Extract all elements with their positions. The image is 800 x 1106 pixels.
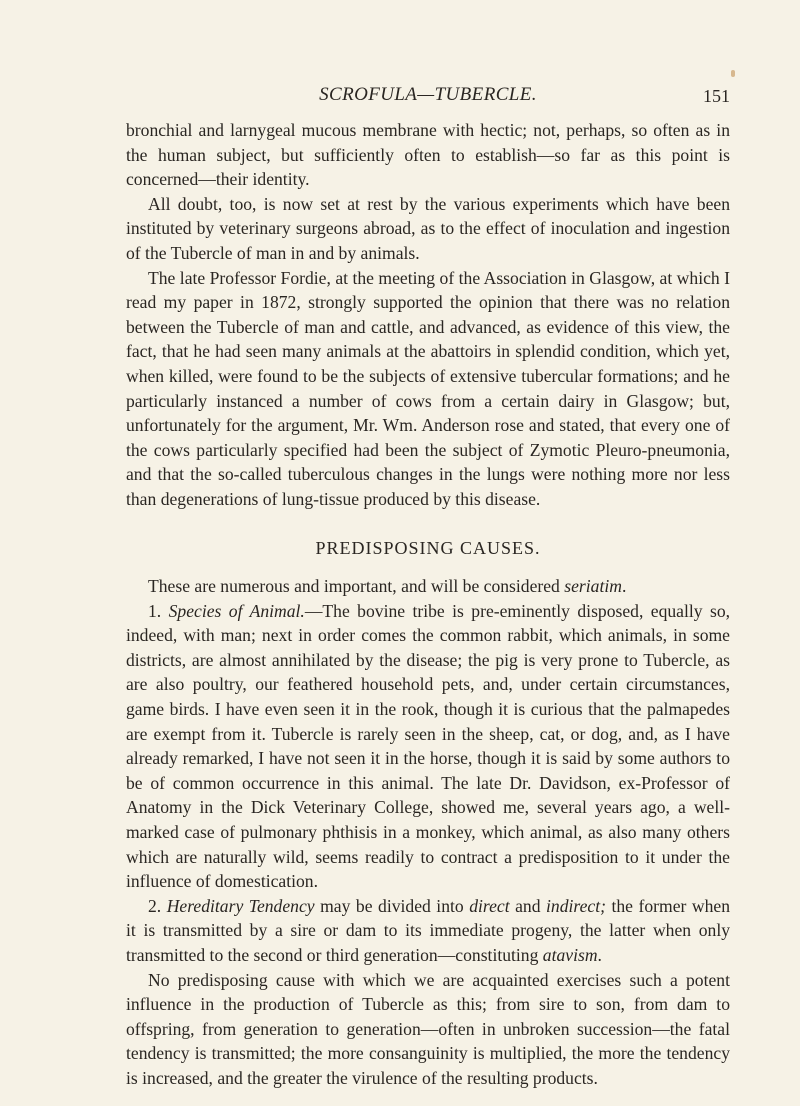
- page-number: 151: [703, 86, 730, 106]
- paragraph-continued: bronchial and larnygeal mucous membrane with hectic; not, perhaps, so often as in the human subject, but sufficiently often to establish—so far as this point is concerned—their identity.: [126, 120, 730, 190]
- intro-text: These are numerous and important, and will be considered: [148, 576, 565, 597]
- page-blemish: [731, 70, 735, 77]
- paragraph-hereditary: [126, 894, 730, 968]
- paragraph-predisposing: No predisposing cause with which we are acquainted exercises such a potent influence in the production of Tubercle as this; from sire to son, from dam to offspring, from generation to generation—often in unbroken succession—the fatal tendency is transmitted; the more consanguinity is multiplied, the more the tendency is increased, and the greater the virulence of the resulting products.: [126, 969, 730, 1088]
- paragraph-intro: [126, 574, 730, 599]
- item2-number: 2.: [148, 895, 167, 916]
- section-heading: PREDISPOSING CAUSES.: [315, 537, 541, 558]
- intro-end: .: [621, 576, 627, 597]
- item1-number: 1.: [148, 600, 169, 621]
- item2-text1: may be divided into: [314, 895, 470, 916]
- intro-term: seriatim: [564, 576, 622, 597]
- running-title: SCROFULA—TUBERCLE.: [319, 84, 537, 105]
- body-text: [126, 118, 730, 1091]
- item2-text2: and: [509, 895, 547, 916]
- paragraph-species: [126, 599, 730, 894]
- item2-text3: the former when it is transmitted by a sire or dam to its immediate progeny, the latter when only transmitted to the second or third generation—constituting: [126, 895, 730, 965]
- item2-term-atavism: atavism: [542, 945, 598, 965]
- running-head: [126, 84, 730, 118]
- item2-term-direct: direct: [469, 895, 510, 916]
- item2-title: Hereditary Tendency: [166, 895, 315, 916]
- book-page: [126, 84, 730, 1091]
- paragraph-fordie: The late Professor Fordie, at the meeting of the Association in Glasgow, at which I read my paper in 1872, strongly supported the opinion that there was no relation between the Tubercle of man and cattle, and advanced, as evidence of this view, the fact, that he had seen many animals at the abattoirs in splendid condition, which yet, when killed, were found to be the subjects of extensive tubercular formations; and he particularly instanced a number of cows from a certain dairy in Glasgow; but, unfortunately for the argument, Mr. Wm. Anderson rose and stated, that every one of the cows particularly specified had been the subject of Zymotic Pleuro-pneumonia, and that the so-called tuberculous changes in the lungs were nothing more nor less than degenerations of lung-tissue produced by this disease.: [126, 267, 730, 509]
- paragraph-inoculation: All doubt, too, is now set at rest by the various experiments which have been instituted by veterinary surgeons abroad, as to the effect of inoculation and ingestion of the Tubercle of man in and by animals.: [126, 193, 730, 263]
- item2-term-indirect: indirect;: [546, 895, 606, 916]
- item2-text4: .: [597, 945, 602, 965]
- item1-title: Species of Animal.: [168, 600, 305, 621]
- item1-text: —The bovine tribe is pre-eminently disposed, equally so, indeed, with man; next in order comes the common rabbit, which animals, in some districts, are almost annihilated by the disease; the pig is very prone to Tubercle, as are also poultry, our feathered household pets, and, under certain circumstances, game birds. I have even seen it in the rook, though it is curious that the palmapedes are exempt from it. Tubercle is rarely seen in the sheep, cat, or dog, and, as I have already remarked, I have not seen it in the horse, though it is said by some authors to be of common occurrence in this animal. The late Dr. Davidson, ex-Professor of Anatomy in the Dick Veterinary College, showed me, several years ago, a well-marked case of pulmonary phthisis in a monkey, which animal, as also many others which are naturally wild, seems readily to contract a predisposition to it under the influence of domestication.: [126, 600, 731, 892]
